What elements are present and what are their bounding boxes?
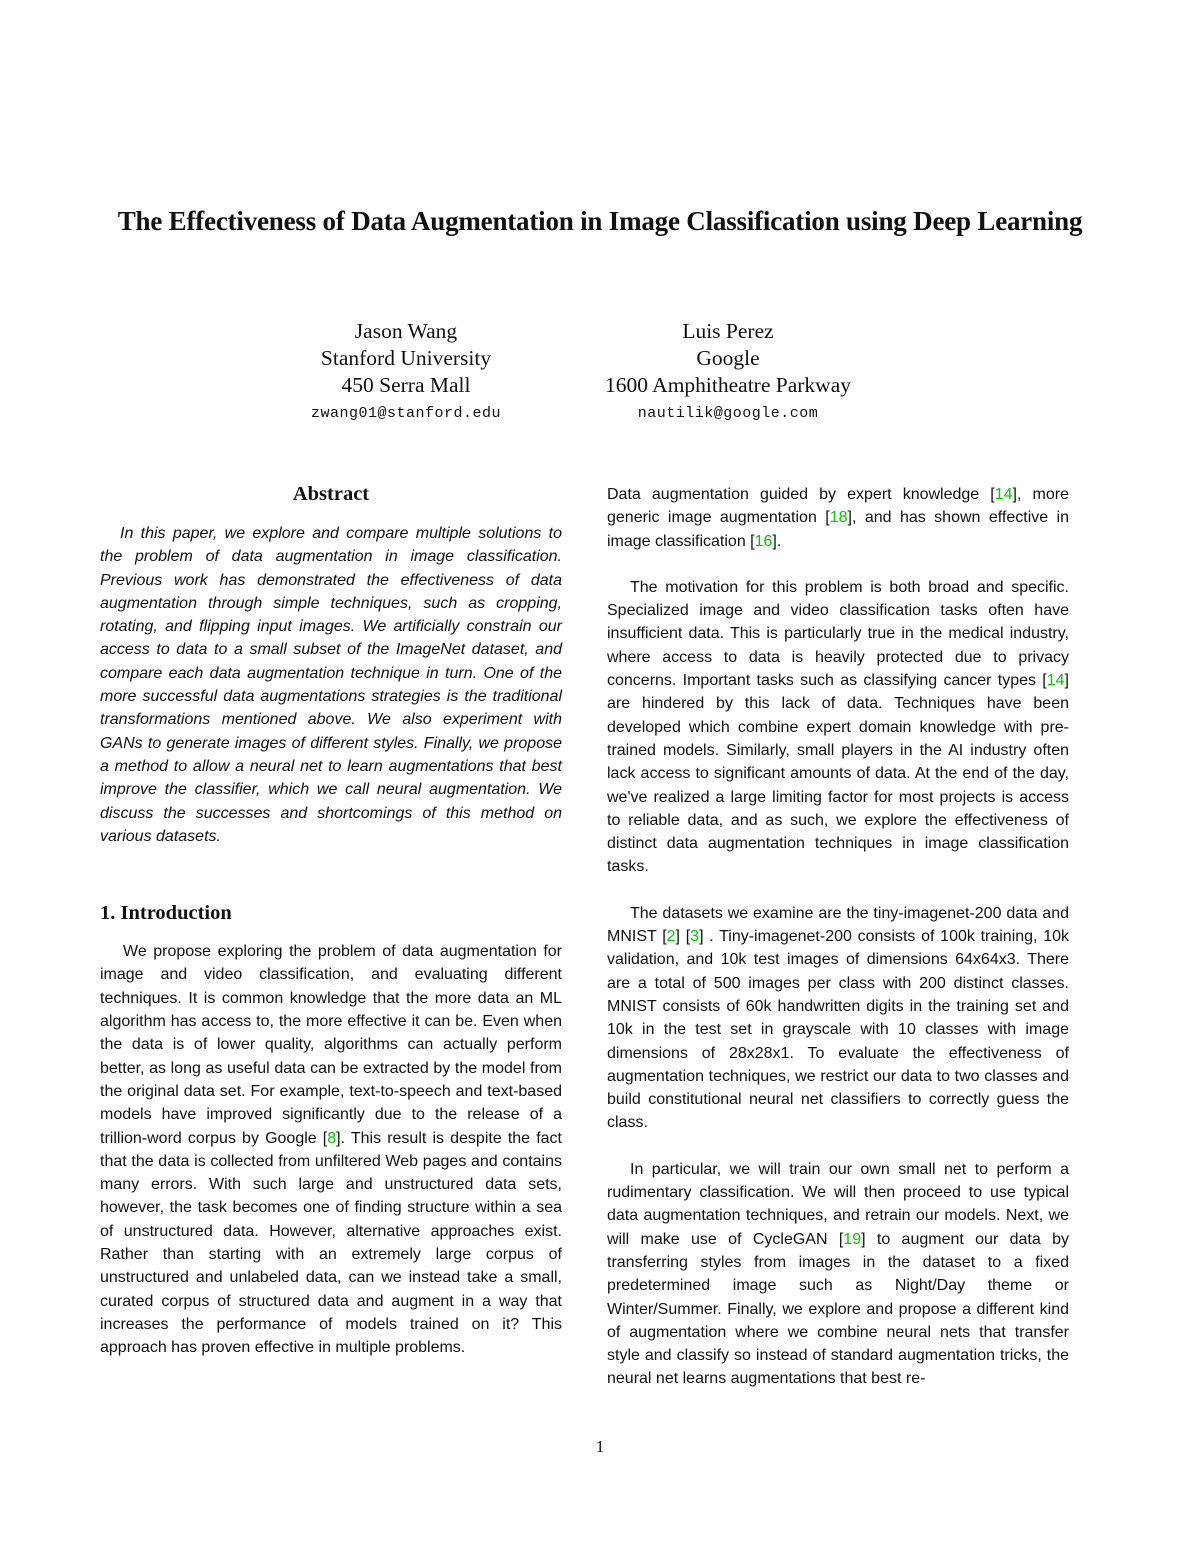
- citation-link[interactable]: 8: [327, 1129, 337, 1147]
- author-block-left: [226, 318, 586, 426]
- paragraph: [607, 483, 1069, 553]
- paragraph-text: The motivation for this problem is both broad and specific. Specialized image and video classification tasks often have insufficient data. This is particularly true in the medical industry, where access to data is heavily protected due to privacy concerns. Important tasks such as classifying cancer types [: [607, 578, 1069, 690]
- paragraph-text: ] [: [675, 928, 691, 946]
- paragraph: [100, 940, 562, 1359]
- page-title: The Effectiveness of Data Augmentation in Image Classification using Deep Learning: [117, 206, 1083, 236]
- paragraph-text: ] are hindered by this lack of data. Techniques have been developed which combine expert domain knowledge with pre-trained models. Similarly, small players in the AI industry often lack access to significant amounts of data. At the end of the day, we've realized a large limiting factor for most projects is access to reliable data, and as such, we explore the effectiveness of distinct data augmentation techniques in image classification tasks.: [607, 672, 1069, 876]
- paragraph-text: The datasets we examine are the tiny-imagenet-200 data and MNIST [: [607, 904, 1069, 946]
- author-affiliation: Stanford University: [320, 346, 492, 370]
- citation-link[interactable]: 2: [666, 928, 676, 946]
- citation-link[interactable]: 3: [690, 928, 700, 946]
- citation-link[interactable]: 14: [994, 486, 1013, 503]
- paragraph-text: ] to augment our data by transferring styles from images in the dataset to a fixed predetermined image such as Night/Day theme or Winter/Summer. Finally, we explore and propose a different kind of augmentation where we combine neural nets that transfer style and classify so instead of standard augmentation tricks, the neural net learns augmentations that best re-: [607, 1230, 1069, 1388]
- author-address: 450 Serra Mall: [341, 373, 471, 397]
- paragraph-text: We propose exploring the problem of data augmentation for image and video classification, and evaluating different techniques. It is common knowledge that the more data an ML algorithm has access to, the more effective it can be. Even when the data is of lower quality, algorithms can actually perform better, as long as useful data can be extracted by the model from the original data set. For example, text-to-speech and text-based models have improved significantly due to the release of a trillion-word corpus by Google [: [100, 943, 562, 1147]
- citation-link[interactable]: 18: [829, 509, 848, 527]
- citation-link[interactable]: 16: [754, 532, 773, 550]
- paragraph: [607, 902, 1069, 1135]
- paragraph-text: In particular, we will train our own small net to perform a rudimentary classification. We will then proceed to use typical data augmentation techniques, and retrain our models. Next, we will make use of CycleGAN [: [607, 1160, 1069, 1248]
- abstract-heading: Abstract: [292, 483, 370, 505]
- paragraph-text: ] . Tiny-imagenet-200 consists of 100k training, 10k validation, and 10k test images of dimensions 64x64x3. There are a total of 500 images per class with 200 distinct classes. MNIST consists of 60k handwritten digits in the training set and 10k in the test set in grayscale with 10 classes with image dimensions of 28x28x1. To evaluate the effectiveness of augmentation techniques, we restrict our data to two classes and build constitutional neural net classifiers to correctly guess the class.: [607, 928, 1069, 1132]
- paragraph-text: Data augmentation guided by expert knowledge [: [607, 486, 995, 503]
- author-block-right: [548, 318, 908, 426]
- paragraph: [607, 1158, 1069, 1391]
- paragraph-text: ], and has shown effective in image classification [: [607, 509, 1070, 550]
- author-address: 1600 Amphitheatre Parkway: [604, 373, 851, 397]
- section-heading-introduction: 1. Introduction: [100, 902, 232, 925]
- left-column: [100, 481, 562, 1360]
- author-email: zwang01@stanford.edu: [310, 405, 502, 422]
- abstract-text: In this paper, we explore and compare multiple solutions to the problem of data augmentation in image classification. Previous work has demonstrated the effectiveness of data augmentation through simple techniques, such as cropping, rotating, and flipping input images. We artificially constrain our access to data to a small subset of the ImageNet dataset, and compare each data augmentation technique in turn. One of the more successful data augmentations strategies is the traditional transformations mentioned above. We also experiment with GANs to generate images of different styles. Finally, we propose a method to allow a neural net to learn augmentations that best improve the classifier, which we call neural augmentation. We discuss the successes and shortcomings of this method on various datasets.: [100, 525, 562, 845]
- page-number: 1: [595, 1437, 605, 1456]
- author-name: Jason Wang: [354, 319, 458, 343]
- paragraph-text: ]. This result is despite the fact that the data is collected from unfiltered Web pages and contains many errors. With such large and unstructured data sets, however, the task becomes one of finding structure within a sea of unstructured data. However, alternative approaches exist. Rather than starting with an extremely large corpus of unstructured and unlabeled data, can we instead take a small, curated corpus of structured data and augment in a way that increases the performance of models trained on it? This approach has proven effective in multiple problems.: [100, 1129, 562, 1357]
- author-affiliation: Google: [696, 346, 760, 370]
- paragraph-text: ], more generic image augmentation [: [607, 486, 1069, 527]
- right-column: [607, 483, 1069, 1391]
- citation-link[interactable]: 14: [1046, 672, 1065, 690]
- citation-link[interactable]: 19: [843, 1230, 862, 1248]
- author-email: nautilik@google.com: [637, 405, 819, 422]
- paragraph: [607, 576, 1069, 879]
- author-name: Luis Perez: [682, 319, 774, 343]
- paragraph-text: ].: [772, 532, 782, 550]
